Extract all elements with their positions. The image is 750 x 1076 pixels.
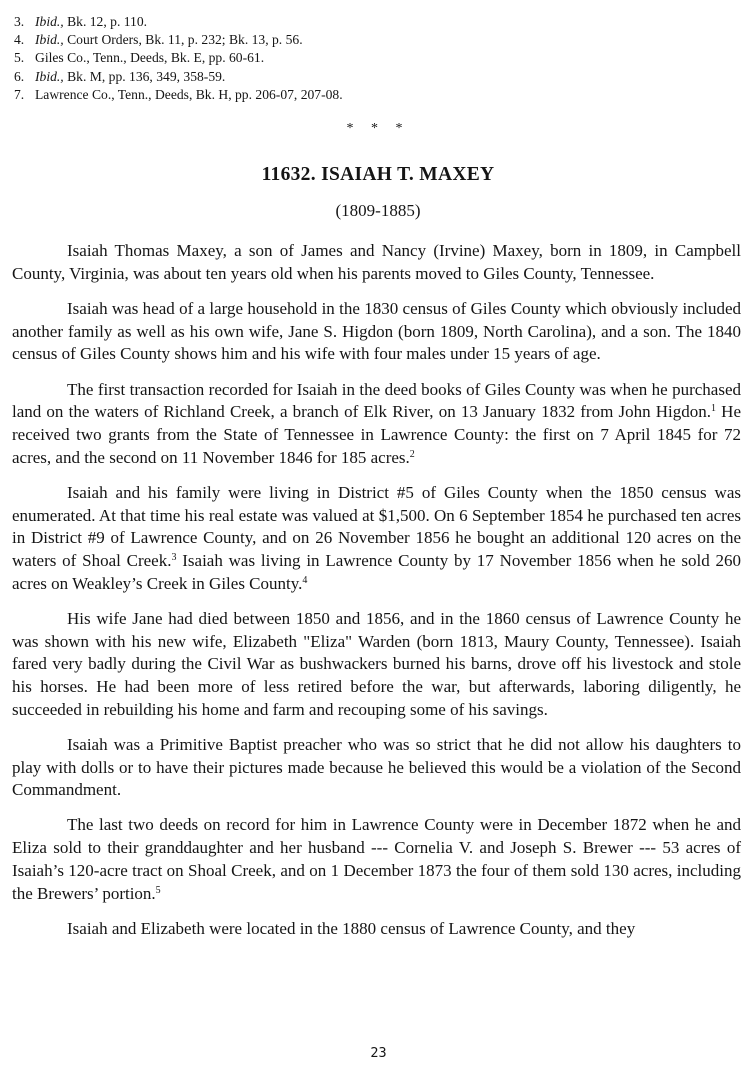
footnote-ref: 1 bbox=[711, 403, 716, 415]
footnotes-list bbox=[14, 13, 614, 104]
paragraph: Isaiah and his family were living in District #5 of Giles County when the 1850 census was enumerated. At that time his real estate was valued at $1,500. On 6 September 1854 he purchased ten acres in District #9 of Lawrence County, and on 26 November 1856 he bought an additional 120 acres on the waters of Shoal Creek.$^3$ Isaiah was living in Lawrence County by 17 November 1856 when he sold 260 acres on Weakley’s Creek in Giles County.$^4$ bbox=[12, 482, 741, 593]
footnote-number: 3. bbox=[14, 14, 25, 29]
footnote-text: Ibid., Bk. M, pp. 136, 349, 358-59. bbox=[35, 68, 226, 84]
body-text bbox=[12, 240, 741, 940]
footnote-text: Ibid., Court Orders, Bk. 11, p. 232; Bk. 13, p. 56. bbox=[35, 32, 303, 48]
footnote-text: Lawrence Co., Tenn., Deeds, Bk. H, pp. 206-07, 207-08. bbox=[35, 86, 343, 102]
footnote bbox=[14, 13, 614, 31]
section-title: 11632. ISAIAH T. MAXEY bbox=[261, 164, 495, 185]
footnote-ref: 5 bbox=[155, 884, 161, 896]
footnote-number: 4. bbox=[14, 32, 25, 48]
footnote-number: 6. bbox=[14, 68, 25, 84]
paragraph: Isaiah Thomas Maxey, a son of James and Nancy (Irvine) Maxey, born in 1809, in Campbell County, Virginia, was about ten years old when his parents moved to Giles County, Tennessee. bbox=[12, 241, 741, 283]
paragraph: Isaiah and Elizabeth were located in the 1880 census of Lawrence County, and they bbox=[67, 918, 636, 938]
footnote-ref: 4 bbox=[302, 574, 308, 586]
footnote-number: 7. bbox=[14, 86, 25, 102]
footnote-text: Ibid., Bk. 12, p. 110. bbox=[35, 14, 148, 29]
footnote-number: 5. bbox=[14, 50, 25, 66]
footnote bbox=[14, 49, 614, 67]
paragraph: Isaiah was a Primitive Baptist preacher who was so strict that he did not allow his daughters to play with dolls or to have their pictures made because he believed this would be a violation of the Second Commandment. bbox=[12, 734, 741, 800]
footnote-ref: 3 bbox=[171, 551, 177, 563]
section-separator: * * * bbox=[346, 121, 410, 136]
footnote-ref: 2 bbox=[409, 448, 415, 460]
footnote-text: Giles Co., Tenn., Deeds, Bk. E, pp. 60-61. bbox=[35, 50, 265, 66]
footnote bbox=[14, 31, 614, 49]
life-dates: (1809-1885) bbox=[335, 201, 421, 220]
paragraph: Isaiah was head of a large household in the 1830 census of Giles County which obviously included another family as well as his own wife, Jane S. Higdon (born 1809, North Carolina), and a son. The 1840 census of Giles County shows him and his wife with four males under 15 years of age. bbox=[12, 298, 741, 364]
paragraph: The last two deeds on record for him in Lawrence County were in December 1872 when he and Eliza sold to their granddaughter and her husband --- Cornelia V. and Joseph S. Brewer --- 53 acres of Isaiah’s 120-acre tract on Shoal Creek, and on 1 December 1873 the four of them sold 130 acres, including the Brewers’ portion.$^5$ bbox=[12, 815, 741, 903]
footnote bbox=[14, 86, 614, 104]
footnote bbox=[14, 68, 614, 86]
paragraph: The first transaction recorded for Isaiah in the deed books of Giles County was when he purchased land on the waters of Richland Creek, a branch of Elk River, on 13 January 1832 from John Higdon.$^1$ He received two grants from the State of Tennessee in Lawrence County: the first on 7 April 1845 for 72 acres, and the second on 11 November 1846 for 185 acres.$^2$ bbox=[12, 379, 741, 467]
paragraph: His wife Jane had died between 1850 and 1856, and in the 1860 census of Lawrence County he was shown with his new wife, Elizabeth "Eliza" Warden (born 1813, Maury County, Tennessee). Isaiah fared very badly during the Civil War as bushwackers burned his barns, drove off his livestock and stole his horses. He had been more of less retired before the war, but afterwards, laboring diligently, he succeeded in rebuilding his home and farm and recouping some of his savings. bbox=[12, 608, 741, 719]
page-number: 23 bbox=[370, 1045, 387, 1061]
